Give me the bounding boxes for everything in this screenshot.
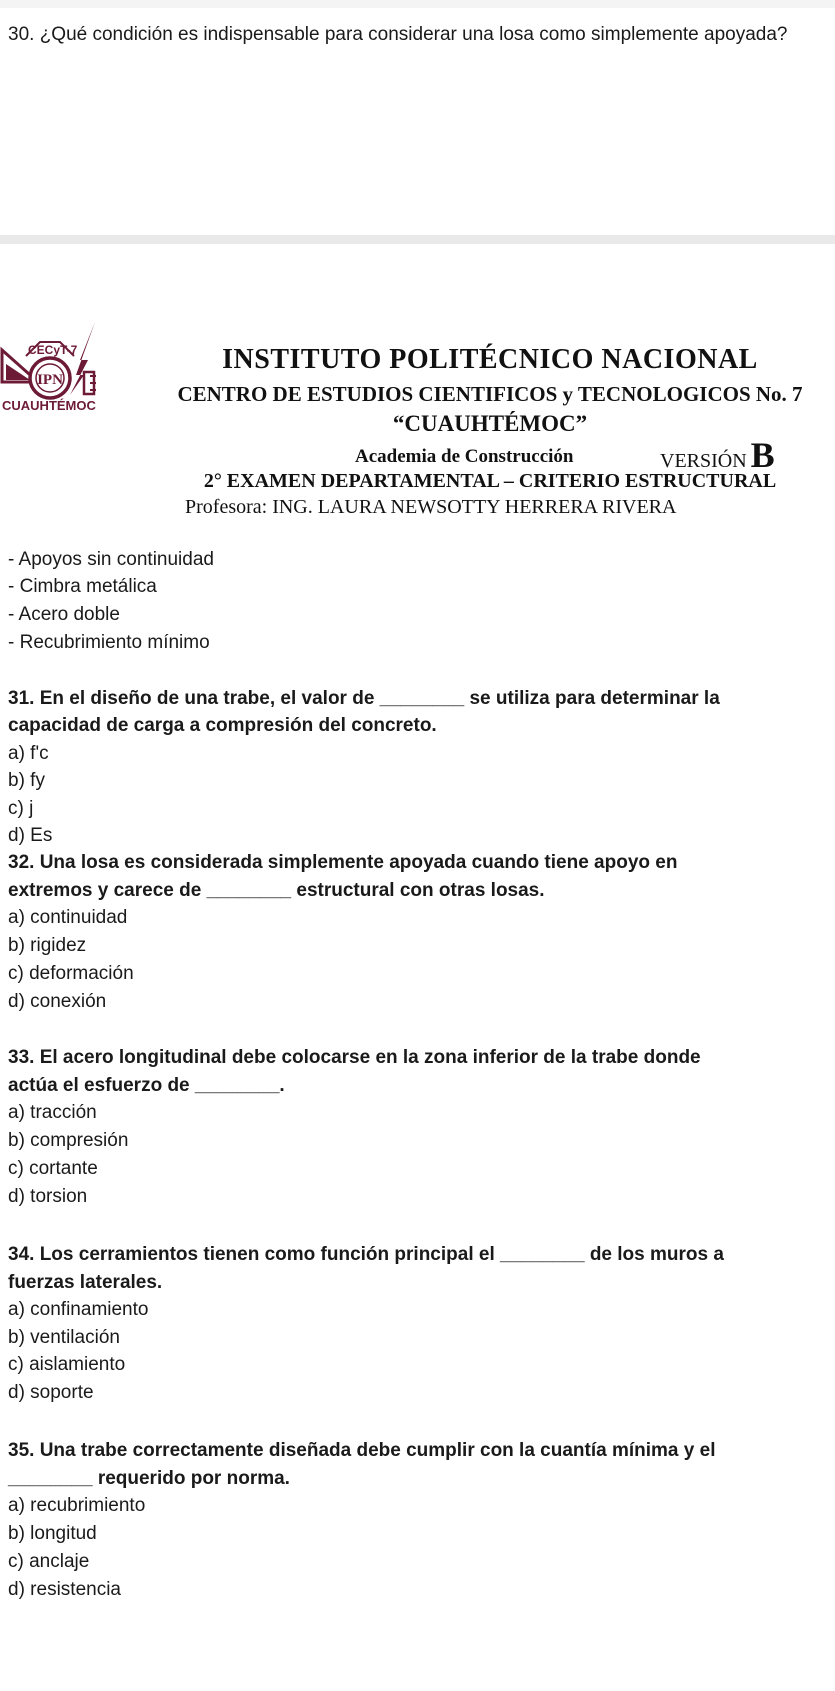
cecyt-logo [0, 320, 130, 435]
question-33-option: d) torsion [8, 1186, 88, 1207]
question-35-option: d) resistencia [8, 1579, 121, 1600]
question-31-line-1: 31. En el diseño de una trabe, el valor de ________ se utiliza para determinar la [8, 688, 720, 709]
question-34-option: b) ventilación [8, 1327, 120, 1348]
version-word: VERSIÓN [660, 450, 747, 472]
question-35-option: b) longitud [8, 1523, 97, 1544]
logo-top-text: CECyT-7 [28, 343, 78, 357]
q30-option: - Recubrimiento mínimo [8, 632, 210, 653]
question-31-line-2: capacidad de carga a compresión del concreto. [8, 715, 437, 736]
question-32-option: a) continuidad [8, 907, 128, 928]
question-35-option: c) anclaje [8, 1551, 90, 1572]
question-35-line-1: 35. Una trabe correctamente diseñada debe cumplir con la cuantía mínima y el [8, 1440, 716, 1461]
page-divider [0, 235, 835, 244]
question-33-option: c) cortante [8, 1158, 98, 1179]
question-31-option: a) f'c [8, 743, 49, 764]
exam-header [0, 300, 835, 525]
question-34-option: c) aislamiento [8, 1354, 126, 1375]
question-32-option: b) rigidez [8, 935, 87, 956]
question-33-option: a) tracción [8, 1102, 97, 1123]
question-32-line-1: 32. Una losa es considerada simplemente apoyada cuando tiene apoyo en [8, 852, 678, 873]
q30-option: - Cimbra metálica [8, 576, 157, 597]
question-34-line-1: 34. Los cerramientos tienen como función principal el ________ de los muros a [8, 1244, 724, 1265]
q30-option: - Apoyos sin continuidad [8, 549, 214, 570]
center-name: CENTRO DE ESTUDIOS CIENTIFICOS y TECNOLOGICOS No. 7 [177, 382, 803, 406]
question-30-text: 30. ¿Qué condición es indispensable para considerar una losa como simplemente apoyada? [8, 24, 788, 45]
question-35-line-2: ________ requerido por norma. [8, 1468, 290, 1489]
question-34-option: a) confinamiento [8, 1299, 149, 1320]
top-strip [0, 0, 835, 8]
version-letter: B [750, 435, 775, 475]
question-33-line-2: actúa el esfuerzo de ________. [8, 1075, 285, 1096]
question-32-line-2: extremos y carece de ________ estructural con otras losas. [8, 880, 545, 901]
question-33-option: b) compresión [8, 1130, 129, 1151]
logo-center-text: IPN [37, 372, 63, 388]
question-32-option: c) deformación [8, 963, 134, 984]
teacher-name: Profesora: ING. LAURA NEWSOTTY HERRERA RIVERA [185, 496, 677, 518]
question-31-option: b) fy [8, 770, 45, 791]
logo-bottom-text: CUAUHTÉMOC [2, 398, 96, 413]
institute-name: INSTITUTO POLITÉCNICO NACIONAL [222, 344, 758, 375]
question-34-option: d) soporte [8, 1382, 94, 1403]
question-33-line-1: 33. El acero longitudinal debe colocarse en la zona inferior de la trabe donde [8, 1047, 701, 1068]
question-32-option: d) conexión [8, 991, 107, 1012]
exam-title: 2° EXAMEN DEPARTAMENTAL – CRITERIO ESTRUCTURAL [203, 470, 777, 492]
school-name: “CUAUHTÉMOC” [392, 411, 588, 436]
q30-option: - Acero doble [8, 604, 120, 625]
question-34-line-2: fuerzas laterales. [8, 1272, 163, 1293]
question-31-option: c) j [8, 798, 34, 819]
academia-label: Academia de Construcción [355, 446, 574, 467]
question-31-option: d) Es [8, 825, 53, 846]
question-35-option: a) recubrimiento [8, 1495, 146, 1516]
